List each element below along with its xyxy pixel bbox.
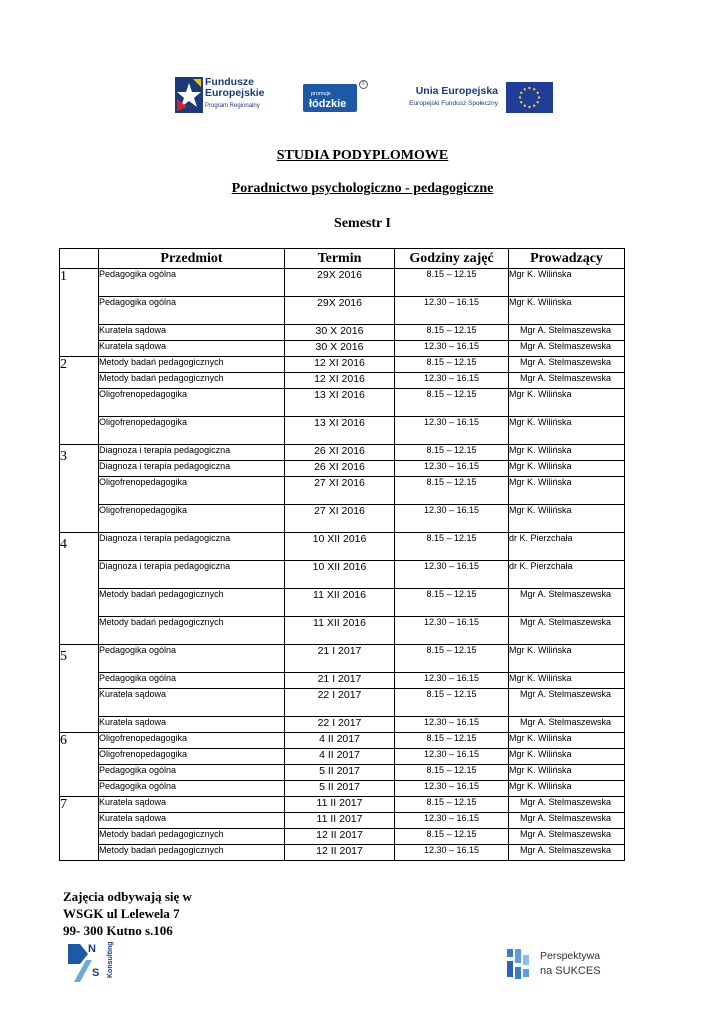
cell-term: 4 II 2017 [285,733,395,749]
cell-hours: 12.30 – 16.15 [395,373,509,389]
cell-subject: Kuratela sądowa [99,341,285,357]
ns-letter-s: S [92,967,100,979]
cell-hours: 8.15 – 12.15 [395,589,509,617]
group-number: 4 [60,533,99,645]
perspektywa-na-sukces-logo [505,945,615,983]
cell-hours: 12.30 – 16.15 [395,749,509,765]
cell-lecturer: Mgr A. Stelmaszewska [509,589,625,617]
cell-subject: Kuratela sądowa [99,325,285,341]
ps-line1: Perspektywa [540,950,601,962]
cell-term: 22 I 2017 [285,717,395,733]
registered-icon: ® [359,80,368,89]
cell-hours: 8.15 – 12.15 [395,645,509,673]
table-row [60,589,625,617]
group-number: 1 [60,269,99,357]
address-line: 99- 300 Kutno s.106 [63,923,173,938]
cell-lecturer: Mgr K. Wilińska [509,269,625,297]
cell-subject: Oligofrenopedagogika [99,389,285,417]
page-subtitle: Poradnictwo psychologiczno - pedagogiczne [231,181,494,196]
cell-subject: Metody badań pedagogicznych [99,829,285,845]
cell-lecturer: Mgr K. Wilińska [509,749,625,765]
cell-hours: 12.30 – 16.15 [395,717,509,733]
schedule-table [59,248,625,861]
table-row [60,325,625,341]
table-header-row [60,249,625,269]
ns-letter-n: N [88,943,96,955]
cell-lecturer: dr K. Pierzchała [509,561,625,589]
cell-term: 12 II 2017 [285,845,395,861]
fe-star-icon [175,77,203,113]
table-row [60,813,625,829]
cell-term: 10 XII 2016 [285,533,395,561]
cell-term: 30 X 2016 [285,325,395,341]
group-number: 7 [60,797,99,861]
cell-subject: Pedagogika ogólna [99,765,285,781]
cell-term: 27 XI 2016 [285,505,395,533]
cell-lecturer: Mgr K. Wilińska [509,645,625,673]
table-row [60,845,625,861]
ps-line2: na SUKCES [540,965,601,977]
group-number: 6 [60,733,99,797]
cell-lecturer: Mgr A. Stelmaszewska [509,617,625,645]
cell-subject: Metody badań pedagogicznych [99,845,285,861]
cell-term: 10 XII 2016 [285,561,395,589]
table-row [60,781,625,797]
header-lecturer: Prowadzący [509,249,625,269]
cell-hours: 12.30 – 16.15 [395,813,509,829]
cell-hours: 12.30 – 16.15 [395,297,509,325]
table-row [60,749,625,765]
table-row [60,673,625,689]
cell-hours: 12.30 – 16.15 [395,461,509,477]
cell-term: 21 I 2017 [285,673,395,689]
address-line: Zajęcia odbywają się w [63,889,192,904]
header-group [60,249,99,269]
cell-lecturer: Mgr A. Stelmaszewska [509,341,625,357]
cell-term: 11 II 2017 [285,813,395,829]
cell-lecturer: Mgr A. Stelmaszewska [509,325,625,341]
cell-subject: Diagnoza i terapia pedagogiczna [99,461,285,477]
group-number: 2 [60,357,99,445]
cell-hours: 8.15 – 12.15 [395,269,509,297]
cell-lecturer: Mgr A. Stelmaszewska [509,717,625,733]
cell-hours: 8.15 – 12.15 [395,797,509,813]
cell-term: 11 II 2017 [285,797,395,813]
table-row [60,389,625,417]
cell-subject: Kuratela sądowa [99,797,285,813]
cell-hours: 12.30 – 16.15 [395,617,509,645]
cell-hours: 8.15 – 12.15 [395,829,509,845]
cell-term: 11 XII 2016 [285,589,395,617]
cell-lecturer: Mgr K. Wilińska [509,765,625,781]
cell-hours: 12.30 – 16.15 [395,417,509,445]
header-hours: Godziny zajęć [395,249,509,269]
cell-term: 13 XI 2016 [285,417,395,445]
cell-term: 11 XII 2016 [285,617,395,645]
table-row [60,297,625,325]
table-row [60,505,625,533]
cell-lecturer: dr K. Pierzchała [509,533,625,561]
cell-subject: Kuratela sądowa [99,689,285,717]
cell-lecturer: Mgr A. Stelmaszewska [509,689,625,717]
cell-lecturer: Mgr K. Wilińska [509,389,625,417]
table-row [60,797,625,813]
cell-subject: Metody badań pedagogicznych [99,357,285,373]
cell-subject: Diagnoza i terapia pedagogiczna [99,445,285,461]
cell-subject: Pedagogika ogólna [99,297,285,325]
cell-hours: 8.15 – 12.15 [395,325,509,341]
cell-lecturer: Mgr K. Wilińska [509,445,625,461]
cell-hours: 8.15 – 12.15 [395,445,509,461]
cell-term: 13 XI 2016 [285,389,395,417]
cell-lecturer: Mgr K. Wilińska [509,733,625,749]
eu-flag-icon [506,82,553,113]
cell-subject: Oligofrenopedagogika [99,749,285,765]
address-line: WSGK ul Lelewela 7 [63,906,180,921]
promuje-lodzkie-logo [303,80,365,113]
cell-subject: Oligofrenopedagogika [99,477,285,505]
fe-title [205,77,265,99]
cell-hours: 12.30 – 16.15 [395,673,509,689]
cell-subject: Metody badań pedagogicznych [99,617,285,645]
table-row [60,645,625,673]
cell-term: 12 II 2017 [285,829,395,845]
table-row [60,617,625,645]
cell-hours: 12.30 – 16.15 [395,561,509,589]
cell-lecturer: Mgr K. Wilińska [509,461,625,477]
header-subject: Przedmiot [99,249,285,269]
cell-lecturer: Mgr K. Wilińska [509,417,625,445]
cell-term: 29X 2016 [285,269,395,297]
cell-lecturer: Mgr K. Wilińska [509,673,625,689]
cell-hours: 12.30 – 16.15 [395,845,509,861]
table-row [60,717,625,733]
cell-lecturer: Mgr A. Stelmaszewska [509,813,625,829]
table-row [60,417,625,445]
table-row [60,477,625,505]
table-row [60,765,625,781]
location-note [63,888,192,939]
fe-line1: Fundusze [205,76,254,88]
table-row [60,461,625,477]
cell-term: 26 XI 2016 [285,445,395,461]
table-row [60,357,625,373]
ue-title: Unia Europejska [415,85,498,97]
cell-hours: 8.15 – 12.15 [395,533,509,561]
cell-hours: 8.15 – 12.15 [395,689,509,717]
cell-hours: 8.15 – 12.15 [395,733,509,749]
fundusze-europejskie-logo [175,75,290,115]
cell-lecturer: Mgr A. Stelmaszewska [509,845,625,861]
lodz-box [303,84,357,112]
cell-hours: 8.15 – 12.15 [395,477,509,505]
table-row [60,689,625,717]
table-row [60,533,625,561]
ns-word: Konsulting [107,941,114,978]
cell-subject: Oligofrenopedagogika [99,733,285,749]
cell-term: 5 II 2017 [285,781,395,797]
cell-subject: Oligofrenopedagogika [99,417,285,445]
cell-hours: 8.15 – 12.15 [395,765,509,781]
cell-lecturer: Mgr A. Stelmaszewska [509,829,625,845]
ue-subtitle: Europejski Fundusz Społeczny [409,100,498,107]
cell-term: 22 I 2017 [285,689,395,717]
cell-subject: Diagnoza i terapia pedagogiczna [99,533,285,561]
cell-term: 26 XI 2016 [285,461,395,477]
cell-term: 12 XI 2016 [285,357,395,373]
cell-term: 5 II 2017 [285,765,395,781]
cell-lecturer: Mgr A. Stelmaszewska [509,797,625,813]
cell-hours: 12.30 – 16.15 [395,341,509,357]
cell-subject: Metody badań pedagogicznych [99,373,285,389]
ns-arrow-top-icon [68,944,88,964]
table-row [60,561,625,589]
cell-hours: 12.30 – 16.15 [395,781,509,797]
cell-hours: 12.30 – 16.15 [395,505,509,533]
cell-subject: Pedagogika ogólna [99,673,285,689]
cell-lecturer: Mgr K. Wilińska [509,477,625,505]
cell-subject: Pedagogika ogólna [99,781,285,797]
cell-subject: Metody badań pedagogicznych [99,589,285,617]
table-row [60,829,625,845]
perspektywa-icon [505,947,535,981]
table-row [60,445,625,461]
cell-term: 27 XI 2016 [285,477,395,505]
lodz-big-text: łódzkie [309,98,347,110]
cell-lecturer: Mgr K. Wilińska [509,297,625,325]
group-number: 3 [60,445,99,533]
cell-term: 21 I 2017 [285,645,395,673]
fe-subtitle: Program Regionalny [205,103,260,109]
cell-term: 30 X 2016 [285,341,395,357]
cell-hours: 8.15 – 12.15 [395,357,509,373]
cell-lecturer: Mgr K. Wilińska [509,781,625,797]
unia-europejska-logo [398,82,558,114]
table-row [60,373,625,389]
group-number: 5 [60,645,99,733]
table-row [60,269,625,297]
cell-subject: Oligofrenopedagogika [99,505,285,533]
fe-line2: Europejskie [205,87,265,99]
cell-lecturer: Mgr A. Stelmaszewska [509,357,625,373]
cell-subject: Kuratela sądowa [99,717,285,733]
cell-term: 29X 2016 [285,297,395,325]
cell-subject: Diagnoza i terapia pedagogiczna [99,561,285,589]
page-title: STUDIA PODYPLOMOWE [276,148,449,163]
cell-term: 4 II 2017 [285,749,395,765]
table-row [60,733,625,749]
ns-konsulting-logo [66,938,126,984]
cell-term: 12 XI 2016 [285,373,395,389]
header-term: Termin [285,249,395,269]
table-row [60,341,625,357]
cell-subject: Kuratela sądowa [99,813,285,829]
cell-lecturer: Mgr A. Stelmaszewska [509,373,625,389]
lodz-small-text: promuje [311,91,331,97]
cell-lecturer: Mgr K. Wilińska [509,505,625,533]
cell-subject: Pedagogika ogólna [99,269,285,297]
cell-subject: Pedagogika ogólna [99,645,285,673]
cell-hours: 8.15 – 12.15 [395,389,509,417]
semester-label: Semestr I [334,216,391,231]
